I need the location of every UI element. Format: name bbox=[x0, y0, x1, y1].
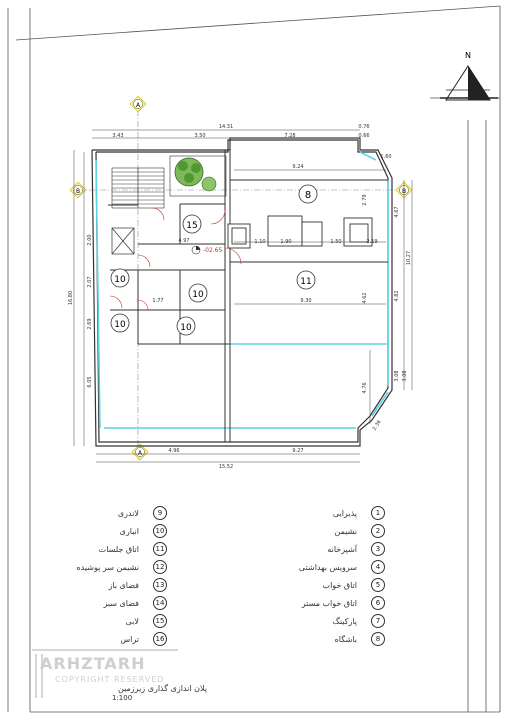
level-marker-icon bbox=[192, 246, 200, 254]
north-arrow-icon bbox=[440, 66, 498, 100]
svg-text:3.43: 3.43 bbox=[112, 133, 124, 139]
brand-logo-sub: COPYRIGHT RESERVED bbox=[55, 675, 165, 684]
svg-text:9.30: 9.30 bbox=[300, 298, 312, 304]
svg-text:1.50: 1.50 bbox=[330, 239, 342, 245]
svg-text:2.07: 2.07 bbox=[87, 276, 93, 288]
legend-item: پارکینگ 7 bbox=[262, 614, 385, 628]
legend-item: فضای باز 13 bbox=[54, 578, 167, 592]
grid-axes bbox=[75, 110, 410, 460]
svg-text:1.90: 1.90 bbox=[280, 239, 292, 245]
svg-text:2.79: 2.79 bbox=[362, 194, 368, 206]
grid-marker-left bbox=[70, 182, 86, 198]
svg-text:3.50: 3.50 bbox=[194, 133, 206, 139]
legend-item: لاندری 9 bbox=[54, 506, 167, 520]
svg-text:0.76: 0.76 bbox=[358, 124, 370, 130]
svg-text:4.97: 4.97 bbox=[178, 238, 190, 244]
door-swings bbox=[110, 208, 241, 310]
legend-item: اتاق خواب 5 bbox=[262, 578, 385, 592]
drawing-title: پلان اندازی گذاری زیرزمین bbox=[118, 684, 208, 693]
svg-text:3.08: 3.08 bbox=[394, 370, 400, 382]
room-legend bbox=[0, 498, 509, 648]
svg-text:14.31: 14.31 bbox=[218, 124, 234, 130]
room-tag-10b bbox=[189, 284, 207, 302]
north-label: N bbox=[465, 51, 471, 60]
svg-text:2.36: 2.36 bbox=[371, 419, 383, 432]
legend-item: فضای سبز 14 bbox=[54, 596, 167, 610]
svg-text:9.27: 9.27 bbox=[292, 448, 304, 454]
svg-text:9.24: 9.24 bbox=[292, 164, 304, 170]
elevator-icon bbox=[112, 228, 134, 254]
svg-text:15: 15 bbox=[186, 221, 198, 231]
svg-text:10: 10 bbox=[180, 323, 192, 333]
svg-text:15.52: 15.52 bbox=[218, 464, 234, 470]
svg-text:10: 10 bbox=[192, 290, 204, 300]
svg-text:4.82: 4.82 bbox=[394, 290, 400, 302]
svg-text:11: 11 bbox=[300, 277, 312, 287]
svg-text:2.00: 2.00 bbox=[87, 234, 93, 246]
legend-item: تراس 16 bbox=[54, 632, 167, 646]
svg-text:2.19: 2.19 bbox=[366, 239, 378, 245]
svg-text:4.76: 4.76 bbox=[362, 382, 368, 394]
svg-text:1.10: 1.10 bbox=[254, 239, 266, 245]
legend-item: انباری 10 bbox=[54, 524, 167, 538]
core-blocks bbox=[228, 216, 372, 248]
svg-text:16.80: 16.80 bbox=[68, 290, 74, 306]
legend-item: پذیرایی 1 bbox=[262, 506, 385, 520]
legend-item: لابی 15 bbox=[54, 614, 167, 628]
drawing-scale: 1:100 bbox=[112, 694, 133, 702]
svg-text:B: B bbox=[401, 188, 407, 195]
legend-item: نشیمن سر پوشیده 12 bbox=[54, 560, 167, 574]
grid-marker-top bbox=[130, 96, 146, 112]
svg-text:7.28: 7.28 bbox=[284, 133, 296, 139]
legend-item: باشگاه 8 bbox=[262, 632, 385, 646]
svg-text:2.69: 2.69 bbox=[87, 318, 93, 330]
brand-logo: ARHZTARH bbox=[40, 654, 146, 673]
svg-text:1.60: 1.60 bbox=[380, 154, 392, 160]
svg-text:10: 10 bbox=[114, 320, 126, 330]
svg-text:3.08: 3.08 bbox=[402, 370, 408, 382]
legend-item: آشپزخانه 3 bbox=[262, 542, 385, 556]
room-tag-10d bbox=[177, 317, 195, 335]
legend-item: اتاق جلسات 11 bbox=[54, 542, 167, 556]
legend-item: سرویس بهداشتی 4 bbox=[262, 560, 385, 574]
svg-text:4.96: 4.96 bbox=[168, 448, 180, 454]
room-tag-15 bbox=[183, 215, 201, 233]
room-tag-8 bbox=[299, 185, 317, 203]
glazing-lines bbox=[96, 152, 388, 428]
svg-text:10: 10 bbox=[114, 275, 126, 285]
svg-text:1.77: 1.77 bbox=[152, 298, 164, 304]
svg-text:4.67: 4.67 bbox=[394, 206, 400, 218]
stair-icon bbox=[112, 168, 164, 208]
room-tag-11 bbox=[297, 271, 315, 289]
svg-text:A: A bbox=[135, 102, 141, 109]
svg-text:10.27: 10.27 bbox=[406, 250, 412, 266]
interior-walls bbox=[108, 150, 388, 442]
svg-text:A: A bbox=[137, 450, 143, 457]
level-mark: -02.65 bbox=[203, 247, 223, 254]
svg-text:B: B bbox=[75, 188, 81, 195]
legend-item: نشیمن 2 bbox=[262, 524, 385, 538]
room-tag-10a bbox=[111, 269, 129, 287]
svg-text:0.66: 0.66 bbox=[358, 133, 370, 139]
svg-text:4.62: 4.62 bbox=[362, 292, 368, 304]
svg-text:8: 8 bbox=[304, 190, 312, 201]
room-tag-10c bbox=[111, 314, 129, 332]
legend-item: اتاق خواب مستر 6 bbox=[262, 596, 385, 610]
svg-text:6.05: 6.05 bbox=[87, 376, 93, 388]
